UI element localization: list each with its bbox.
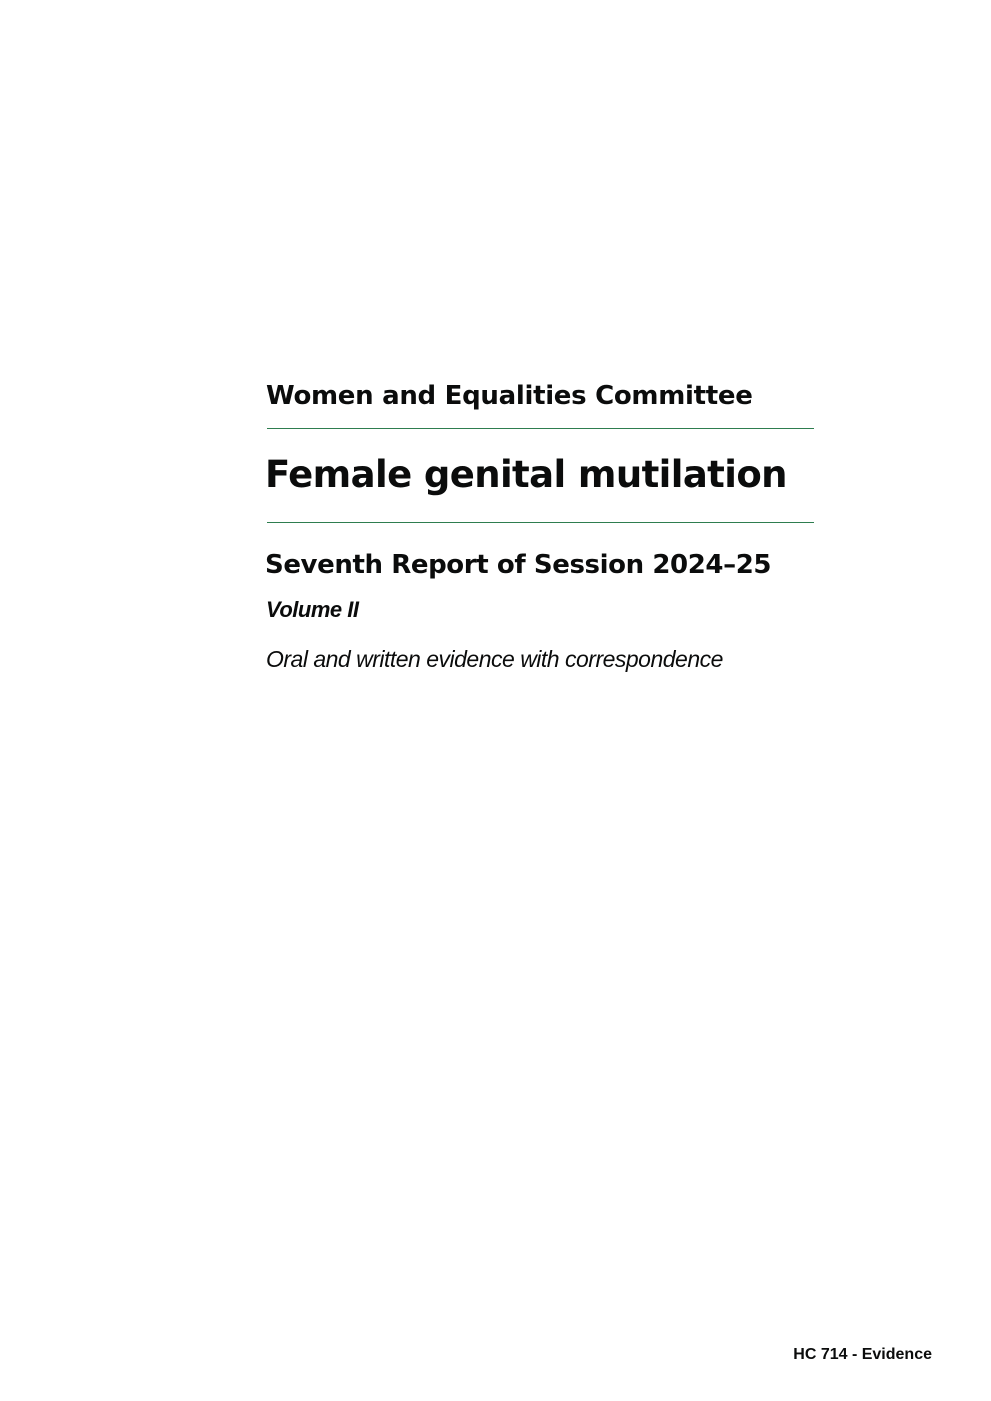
divider-bottom: [267, 522, 814, 523]
report-session: Seventh Report of Session 2024–25: [265, 550, 772, 580]
volume-label: Volume II: [266, 597, 359, 622]
divider-top: [267, 428, 814, 429]
report-subtitle: Oral and written evidence with correspondence: [266, 646, 723, 672]
report-title: Female genital mutilation: [265, 453, 787, 496]
committee-name: Women and Equalities Committee: [266, 381, 753, 411]
hc-reference: HC 714 - Evidence: [793, 1346, 932, 1363]
